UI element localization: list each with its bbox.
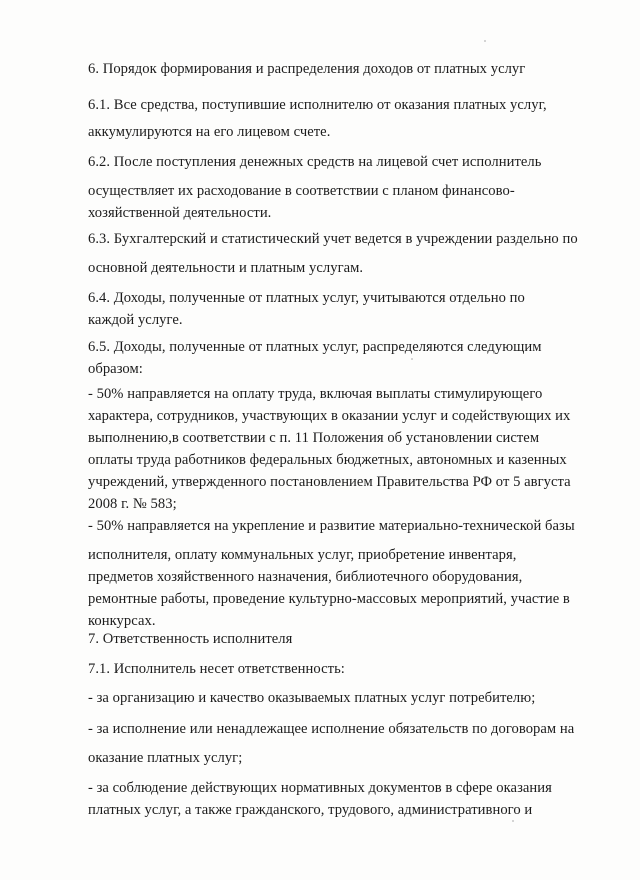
text-line: каждой услуге. — [88, 312, 183, 328]
text-line: образом: — [88, 361, 143, 377]
text-line: - 50% направляется на укрепление и развитие материально-технической базы — [88, 518, 575, 534]
list-item-obligations-continued — [88, 747, 588, 769]
text-line: 6.1. Все средства, поступившие исполнителю от оказания платных услуг, — [88, 97, 547, 113]
text-line: 7.1. Исполнитель несет ответственность: — [88, 661, 345, 677]
text-line: предметов хозяйственного назначения, библиотечного оборудования, — [88, 569, 523, 585]
paragraph-6-1-continued — [88, 121, 588, 143]
paragraph-6-2 — [88, 151, 588, 173]
text-line: выполнению,в соответствии с п. 11 Положения об установлении систем — [88, 430, 540, 446]
list-item-quality — [88, 687, 588, 709]
paragraph-6-2-continued — [88, 180, 588, 224]
paragraph-6-3 — [88, 228, 588, 250]
paragraph-6-1 — [88, 94, 588, 116]
section-6-heading — [88, 58, 588, 80]
section-7-heading — [88, 628, 588, 650]
text-line: оплаты труда работников федеральных бюджетных, автономных и казенных — [88, 452, 567, 468]
text-line: конкурсах. — [88, 613, 156, 629]
scan-speck — [484, 40, 486, 42]
text-line: характера, сотрудников, участвующих в оказании услуг и содействующих их — [88, 408, 571, 424]
text-line: - за организацию и качество оказываемых платных услуг потребителю; — [88, 690, 536, 706]
text-line: учреждений, утвержденного постановлением Правительства РФ от 5 августа — [88, 474, 571, 490]
list-item-50-percent-base-continued — [88, 544, 588, 632]
text-line: осуществляет их расходование в соответствии с планом финансово- — [88, 183, 515, 199]
paragraph-6-4 — [88, 287, 588, 331]
text-line: оказание платных услуг; — [88, 750, 243, 766]
list-item-50-percent-base — [88, 515, 588, 537]
paragraph-6-5 — [88, 336, 588, 380]
text-line: - за соблюдение действующих нормативных документов в сфере оказания — [88, 780, 552, 796]
text-line: основной деятельности и платным услугам. — [88, 260, 364, 276]
text-line: платных услуг, а также гражданского, трудового, административного и — [88, 802, 533, 818]
paragraph-6-3-continued — [88, 257, 588, 279]
text-line: 6.4. Доходы, полученные от платных услуг, учитываются отдельно по — [88, 290, 525, 306]
text-line: 2008 г. № 583; — [88, 496, 177, 512]
text-line: исполнителя, оплату коммунальных услуг, приобретение инвентаря, — [88, 547, 517, 563]
text-line: аккумулируются на его лицевом счете. — [88, 124, 331, 140]
text-line: 6.3. Бухгалтерский и статистический учет ведется в учреждении раздельно по — [88, 231, 578, 247]
list-item-compliance — [88, 777, 588, 821]
text-line: - 50% направляется на оплату труда, включая выплаты стимулирующего — [88, 386, 543, 402]
text-line: 6.2. После поступления денежных средств на лицевой счет исполнитель — [88, 154, 542, 170]
text-line: хозяйственной деятельности. — [88, 205, 272, 221]
text-line: ремонтные работы, проведение культурно-массовых мероприятий, участие в — [88, 591, 570, 607]
text-line: 6.5. Доходы, полученные от платных услуг, распределяются следующим — [88, 339, 542, 355]
text-line: - за исполнение или ненадлежащее исполнение обязательств по договорам на — [88, 721, 575, 737]
paragraph-7-1 — [88, 658, 588, 680]
scan-speck — [512, 820, 514, 822]
list-item-obligations — [88, 718, 588, 740]
scan-speck — [411, 358, 413, 360]
text-line: 7. Ответственность исполнителя — [88, 631, 293, 647]
list-item-50-percent-salary — [88, 383, 588, 515]
text-line: 6. Порядок формирования и распределения доходов от платных услуг — [88, 61, 526, 77]
